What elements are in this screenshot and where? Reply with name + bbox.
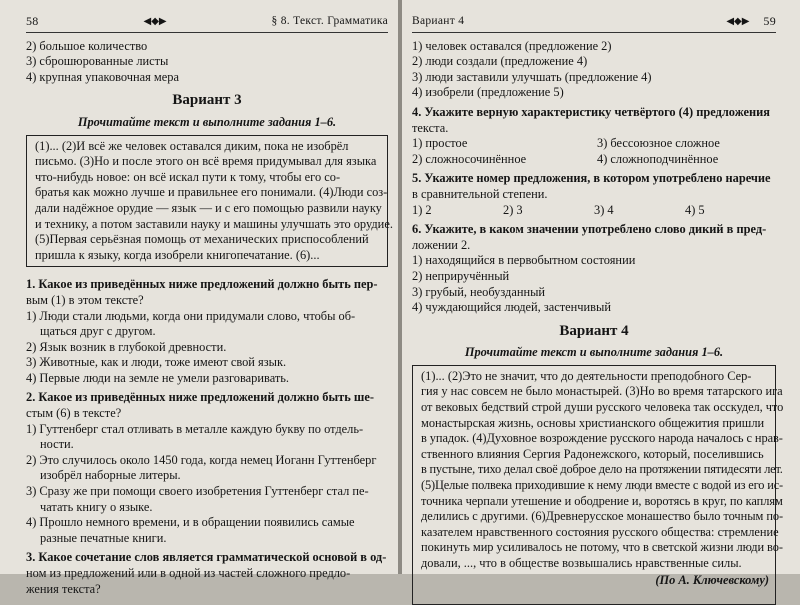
task-option: щаться друг с другом. <box>40 324 156 339</box>
task-1 <box>26 277 388 386</box>
variant-3-title: Вариант 3 <box>172 92 242 109</box>
text-line: и технику, а потом заставили науку и машины улучшать это орудие. <box>35 216 393 231</box>
task-question: ложении 2. <box>412 237 471 252</box>
task-option: 3) 4 <box>594 202 614 217</box>
task-option: 3) люди заставили улучшать (предложение 4) <box>412 69 652 84</box>
right-header-title: Вариант 4 <box>412 15 465 27</box>
variant-4-title: Вариант 4 <box>559 322 629 339</box>
text-line: (5)Первая серьёзная помощь от механических приспособлений <box>35 232 369 247</box>
task-option: 1) 2 <box>412 202 432 217</box>
text-line: (1)... (2)И всё же человек оставался диким, пока не изобрёл <box>35 138 349 153</box>
text-line: что-нибудь новое: он всё искал пути к тому, чтобы его со- <box>35 169 341 184</box>
text-line: от вековых бедствий строй души русского человека так осскудел, что <box>421 400 784 415</box>
ornament-icon: ◀◆▶ <box>726 16 750 27</box>
task-question: жения текста? <box>26 581 101 596</box>
left-header-title: § 8. Текст. Грамматика <box>271 15 388 27</box>
task-option: 2) сложносочинённое <box>412 151 527 166</box>
task-5 <box>412 171 776 218</box>
text-line: в пустыне, тихо делал своё доброе дело на протяжении пятидесяти лет. <box>421 462 783 477</box>
task-option: 4) Первые люди на земле не умели разговаривать. <box>26 370 290 385</box>
task-option: 2) люди создали (предложение 4) <box>412 54 588 69</box>
task-6 <box>412 222 776 316</box>
task-option: 3) Сразу же при помощи своего изобретения Гуттенберг стал пе- <box>26 484 369 499</box>
task-option: чатать книгу о языке. <box>40 499 153 514</box>
task-option: 1) человек оставался (предложение 2) <box>412 38 612 53</box>
right-page <box>402 0 800 587</box>
task-question: 4. Укажите верную характеристику четвёртого (4) предложения <box>412 104 770 119</box>
left-page-number: 58 <box>26 14 39 28</box>
variant-3-instruction: Прочитайте текст и выполните задания 1–6. <box>77 114 337 129</box>
task-question: стым (6) в тексте? <box>26 406 122 421</box>
task-4 <box>412 105 776 167</box>
task-option: 4) сложноподчинённое <box>597 151 719 166</box>
text-line: (1)... (2)Это не значит, что до деятельности преподобного Сер- <box>421 368 752 383</box>
task-question: 1. Какое из приведённых ниже предложений должно быть пер- <box>26 277 378 292</box>
text-line: монастырская жизнь, основы христианского общежития пришли <box>421 415 765 430</box>
ornament-icon: ◀◆▶ <box>143 16 167 27</box>
task-option: 4) чуждающийся людей, застенчивый <box>412 300 611 315</box>
task-option: 1) находящийся в первобытном состоянии <box>412 253 636 268</box>
task-option: 2) Язык возник в глубокой древности. <box>26 339 227 354</box>
left-running-head <box>26 14 388 33</box>
task-option: 3) грубый, необузданный <box>412 284 546 299</box>
task-option: 3) Животные, как и люди, тоже имеют свой язык. <box>26 355 287 370</box>
task-question: 6. Укажите, в каком значении употреблено слово дикий в пред- <box>412 222 767 237</box>
text-line: в упадок. (4)Духовное возрождение русского народа началось с нрав- <box>421 431 783 446</box>
task-question: ном из предложений или в одной из частей сложного предло- <box>26 566 351 580</box>
variant-4-text-box <box>412 365 784 605</box>
task-option: 1) Люди стали людьми, когда они придумали слово, чтобы об- <box>26 308 356 323</box>
task-option: 4) 5 <box>685 202 705 217</box>
variant-4-instruction: Прочитайте текст и выполните задания 1–6. <box>464 345 724 360</box>
intro-option: 2) большое количество <box>26 38 148 53</box>
text-line: довали, ..., что в обществе возвышались нравственные силы. <box>421 556 742 570</box>
text-line: дали надёжное орудие — язык — и с его помощью развили науку <box>35 200 382 215</box>
task-option: 4) Прошло немного времени, и в обращении появились самые <box>26 515 355 530</box>
task-option: 2) 3 <box>503 202 523 217</box>
task-question: 2. Какое из приведённых ниже предложений должно быть ше- <box>26 390 374 405</box>
text-line: покинуть мир усиливалось не потому, что в светской жизни люди во- <box>421 540 783 555</box>
left-page <box>0 0 398 596</box>
text-line: (5)Целые полвека приходившие к нему люди вместе с водой из его ис- <box>421 478 784 493</box>
task-question: текста. <box>412 120 449 135</box>
task-option: 1) Гуттенберг стал отливать в металле каждую букву по отдель- <box>26 421 364 436</box>
text-line: ственного влияния Сергия Радонежского, который, поселившись <box>421 446 764 461</box>
task-question: 3. Какое сочетание слов является грамматической основой в од- <box>26 550 387 565</box>
text-line: пришла к языку, когда изобрели книгопечатание. (6)... <box>35 247 320 262</box>
right-running-head <box>412 14 776 33</box>
text-line: гия у нас совсем не было монастырей. (3)Но во время татарского ига <box>421 384 783 399</box>
task-option: ности. <box>40 437 74 452</box>
task-option: 2) неприручённый <box>412 268 510 283</box>
task-option: 2) Это случилось около 1450 года, когда немец Иоганн Гуттенберг <box>26 452 377 467</box>
right-page-number: 59 <box>763 14 776 28</box>
task-question: 5. Укажите номер предложения, в котором употреблено наречие <box>412 171 771 186</box>
task-option: изобрёл наборные литеры. <box>40 468 181 483</box>
task-option: 1) простое <box>412 136 468 151</box>
text-line: казателем нравственного состояния русского общества: стремление <box>421 524 779 539</box>
task-2 <box>26 390 388 546</box>
intro-option: 4) крупная упаковочная мера <box>26 69 179 84</box>
text-author: (По А. Ключевскому) <box>655 572 769 587</box>
text-line: письмо. (3)Но и после этого он всё время придумывал для языка <box>35 154 377 169</box>
text-line: братья как можно лучше и правильнее его понимали. (4)Люди соз- <box>35 185 388 200</box>
text-line: делились с другими. (6)Древнерусское монашество было точным по- <box>421 509 784 524</box>
task-question: вым (1) в этом тексте? <box>26 292 144 307</box>
intro-option: 3) сброшюрованные листы <box>26 54 169 69</box>
task-option: 3) бессоюзное сложное <box>597 136 720 151</box>
variant-3-text-box <box>26 135 393 268</box>
task-question: в сравнительной степени. <box>412 186 548 201</box>
task-option: разные печатные книги. <box>40 530 167 545</box>
task-option: 4) изобрели (предложение 5) <box>412 85 564 100</box>
text-line: точника черпали утешение и ободрение и, воротясь в круг, по каплям <box>421 493 783 508</box>
